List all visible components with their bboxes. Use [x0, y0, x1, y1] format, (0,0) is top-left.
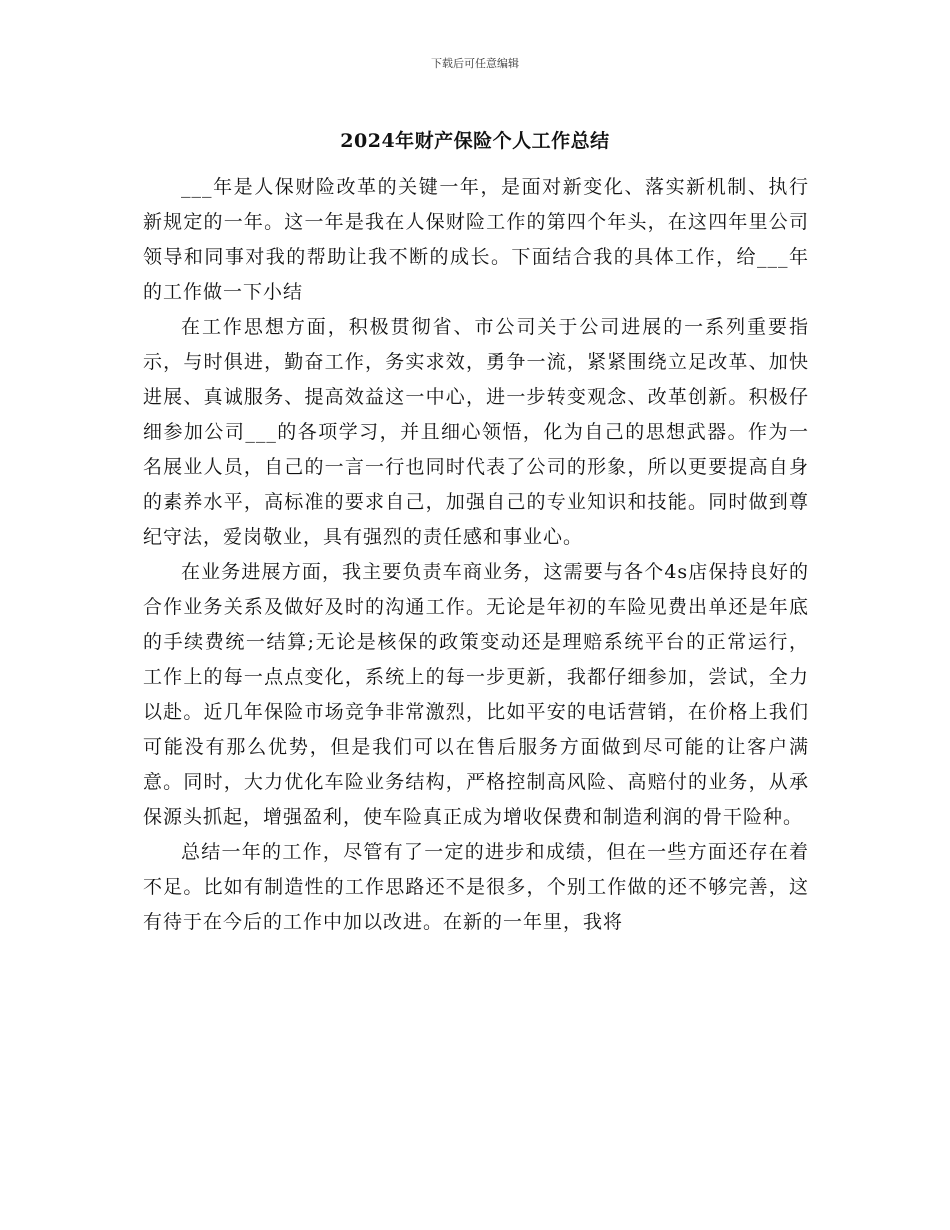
paragraph-business-progress: 在业务进展方面，我主要负责车商业务，这需要与各个4s店保持良好的合作业务关系及做好及时的沟通工作。无论是年初的车险见费出单还是年底的手续费统一结算;无论是核保的政策变动还是理赔系统平台的正常运行，工作上的每一点点变化，系统上的每一步更新，我都仔细参加，尝试，全力以赴。近几年保险市场竞争非常激烈，比如平安的电话营销，在价格上我们可能没有那么优势，但是我们可以在售后服务方面做到尽可能的让客户满意。同时，大力优化车险业务结构，严格控制高风险、高赔付的业务，从承保源头抓起，增强盈利，使车险真正成为增收保费和制造利润的骨干险种。	[143, 561, 809, 828]
document-body	[143, 170, 809, 940]
paragraph-work-thinking: 在工作思想方面，积极贯彻省、市公司关于公司进展的一系列重要指示，与时俱进，勤奋工作，务实求效，勇争一流，紧紧围绕立足改革、加快进展、真诚服务、提高效益这一中心，进一步转变观念、改革创新。积极仔细参加公司___的各项学习，并且细心领悟，化为自己的思想武器。作为一名展业人员，自己的一言一行也同时代表了公司的形象，所以更要提高自身的素养水平，高标准的要求自己，加强自己的专业知识和技能。同时做到尊纪守法，爱岗敬业，具有强烈的责任感和事业心。	[143, 316, 809, 548]
document-title: 2024年财产保险个人工作总结	[340, 130, 610, 152]
paragraph-intro: ___年是人保财险改革的关键一年，是面对新变化、落实新机制、执行新规定的一年。这一年是我在人保财险工作的第四个年头，在这四年里公司领导和同事对我的帮助让我不断的成长。下面结合我的具体工作，给___年的工作做一下小结	[143, 176, 809, 303]
page-header-note: 下载后可任意编辑	[431, 57, 519, 70]
paragraph-summary: 总结一年的工作，尽管有了一定的进步和成绩，但在一些方面还存在着不足。比如有制造性的工作思路还不是很多，个别工作做的还不够完善，这有待于在今后的工作中加以改进。在新的一年里，我将	[143, 841, 809, 933]
